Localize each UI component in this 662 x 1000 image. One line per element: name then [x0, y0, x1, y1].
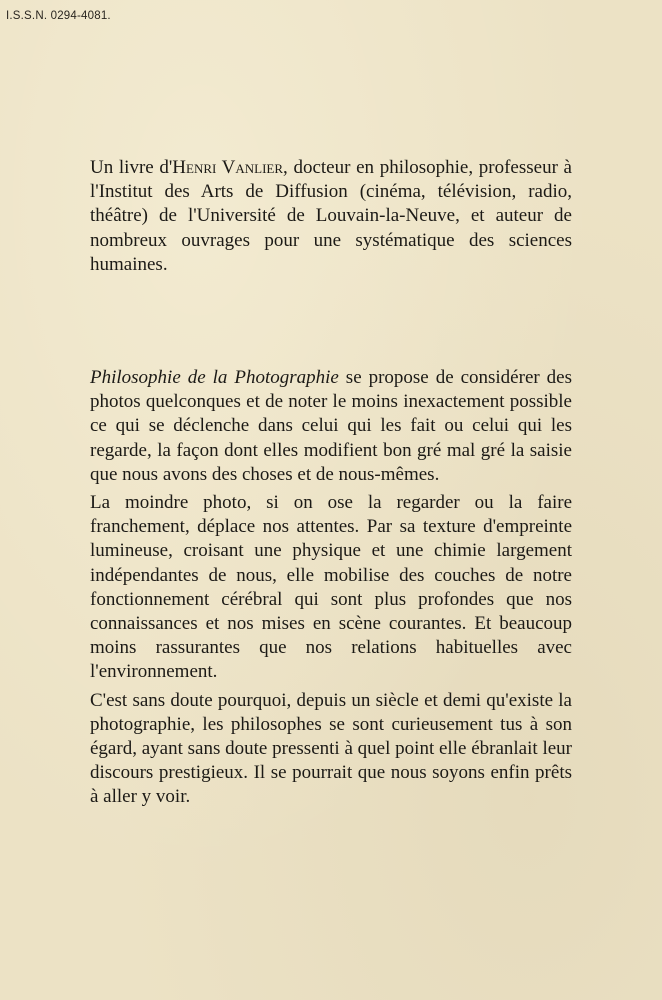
description-paragraph-2: La moindre photo, si on ose la regarder ou la faire franchement, déplace nos attentes. Par sa texture d'empreinte lumineuse, croisant une physique et une chimie largement indépendantes de nous, elle mobilise des couches de notre fonctionnement cérébral qui sont plus profondes que nos connaissances et nos mises en scène courantes. Et beaucoup moins rassurantes que nos relations habituelles avec l'environnement. — [90, 492, 572, 683]
bio-prefix: Un livre d' — [90, 157, 173, 178]
description-paragraph-1 — [90, 366, 572, 487]
bio-text: , docteur en philosophie, professeur à l'Institut des Arts de Diffusion (cinéma, télévision, radio, théâtre) de l'Université de Louvain-la-Neuve, et auteur de nombreux ouvrages pour une systématique des sciences humaines. — [90, 157, 572, 275]
issn-number: I.S.S.N. 0294-4081. — [6, 10, 111, 22]
description-paragraph-3: C'est sans doute pourquoi, depuis un siècle et demi qu'existe la photographie, les philosophes se sont curieusement tus à son égard, ayant sans doute pressenti à quel point elle ébranlait leur discours prestigieux. Il se pourrait que nous soyons enfin prêts à aller y voir. — [90, 689, 572, 808]
author-name: Henri Vanlier — [172, 157, 284, 178]
book-description — [90, 366, 572, 814]
book-title: Philosophie de la Photographie — [90, 367, 339, 388]
paragraph-1-text: se propose de considérer des photos quelconques et de noter le moins inexactement possible ce qui se déclenche dans celui qui les fait ou celui qui les regarde, la façon dont elles modifient bon gré mal gré la saisie que nous avons des choses et de nous-mêmes. — [90, 367, 572, 485]
author-bio-paragraph — [90, 156, 572, 277]
